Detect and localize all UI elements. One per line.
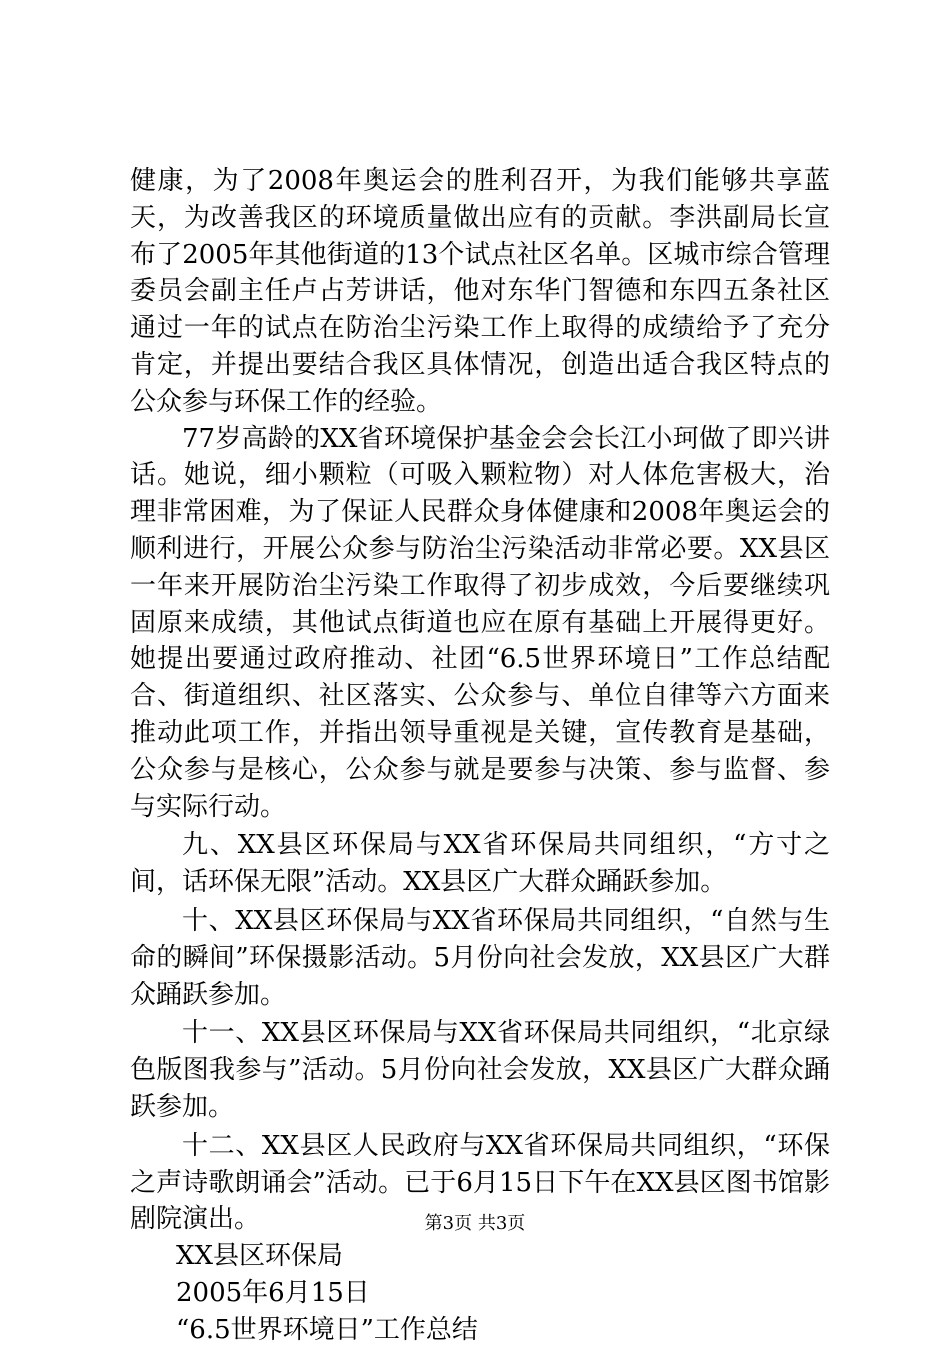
page-footer: 第3页 共3页 xyxy=(424,1213,526,1234)
paragraph-item-twelve: 十二、XX县区人民政府与XX省环保局共同组织，“环保之声诗歌朗诵会”活动。已于6月15日下午在XX县区图书馆影剧院演出。 xyxy=(130,1130,830,1235)
paragraph-item-ten: 十、XX县区环保局与XX省环保局共同组织，“自然与生命的瞬间”环保摄影活动。5月份向社会发放，XX县区广大群众踊跃参加。 xyxy=(130,905,830,1010)
signoff-date: 2005年6月15日 xyxy=(176,1277,370,1308)
paragraph-item-nine: 九、XX县区环保局与XX省环保局共同组织，“方寸之间，话环保无限”活动。XX县区广大群众踊跃参加。 xyxy=(130,830,830,898)
document-body xyxy=(130,163,830,1349)
paragraph-item-eleven: 十一、XX县区环保局与XX省环保局共同组织，“北京绿色版图我参与”活动。5月份向社会发放，XX县区广大群众踊跃参加。 xyxy=(130,1018,830,1122)
signoff-organization: XX县区环保局 xyxy=(176,1241,344,1272)
signoff-title: “6.5世界环境日”工作总结 xyxy=(176,1314,478,1345)
paragraph-continuation: 健康，为了2008年奥运会的胜利召开，为我们能够共享蓝天，为改善我区的环境质量做出应有的贡献。李洪副局长宣布了2005年其他街道的13个试点社区名单。区城市综合管理委员会副主任卢占芳讲话，他对东华门智德和东四五条社区通过一年的试点在防治尘污染工作上取得的成绩给予了充分肯定，并提出要结合我区具体情况，创造出适合我区特点的公众参与环保工作的经验。 xyxy=(130,166,830,417)
paragraph-speech: 77岁高龄的XX省环境保护基金会会长江小珂做了即兴讲话。她说，细小颗粒（可吸入颗粒物）对人体危害极大，治理非常困难，为了保证人民群众身体健康和2008年奥运会的顺利进行，开展公众参与防治尘污染活动非常必要。XX县区一年来开展防治尘污染工作取得了初步成效，今后要继续巩固原来成绩，其他试点街道也应在原有基础上开展得更好。她提出要通过政府推动、社团“6.5世界环境日”工作总结配合、街道组织、社区落实、公众参与、单位自律等六方面来推动此项工作，并指出领导重视是关键，宣传教育是基础，公众参与是核心，公众参与就是要参与决策、参与监督、参与实际行动。 xyxy=(130,423,830,822)
